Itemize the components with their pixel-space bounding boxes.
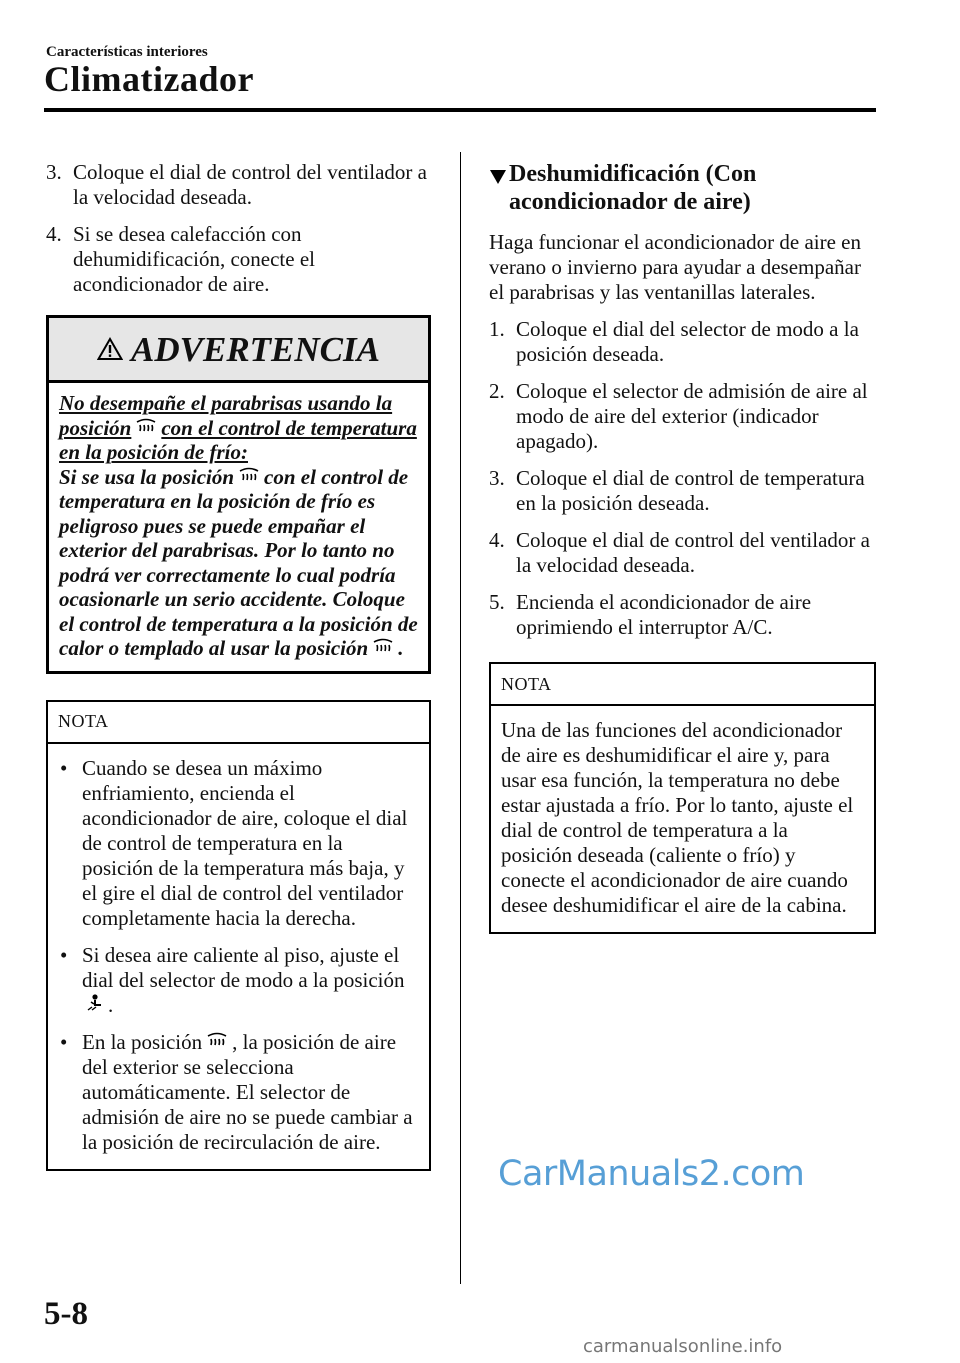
note-bullet-text-cont: , la posición de aire del exterior se selecciona automáticamente. El selector de admisión de aire no se puede cambiar a la posición de recirculación de aire. <box>82 1029 413 1154</box>
step-text: Coloque el dial de control de temperatura en la posición deseada. <box>516 466 865 515</box>
note-box <box>489 662 876 934</box>
warning-body <box>49 383 428 671</box>
step-number: 3. <box>489 466 505 490</box>
step-text: Coloque el dial de control del ventilador a la velocidad deseada. <box>516 528 870 577</box>
note-bullet-text: En la posición <box>82 1029 203 1054</box>
defroster-icon <box>135 418 157 436</box>
warning-header <box>49 318 428 383</box>
note-bullet-text: Si desea aire caliente al piso, ajuste el dial del selector de modo a la posición <box>82 942 405 992</box>
bullet-dot: • <box>60 1029 68 1054</box>
warning-body-part1: Si se usa la posición <box>59 464 235 489</box>
section-heading-text: Deshumidificación (Con acondicionador de aire) <box>509 161 757 215</box>
step-item <box>46 160 431 210</box>
step-item <box>489 466 876 516</box>
warning-box <box>46 315 431 674</box>
step-item <box>489 379 876 454</box>
warning-title: ADVERTENCIA <box>131 329 380 369</box>
heading-triangle-icon <box>489 160 509 216</box>
note-label: NOTA <box>491 664 874 706</box>
header-rule <box>44 108 876 112</box>
watermark-carmanualsonline: carmanualsonline.info <box>583 1336 783 1357</box>
step-text: Si se desea calefacción con dehumidificación, conecte el acondicionador de aire. <box>73 222 315 296</box>
step-item <box>489 528 876 578</box>
step-number: 4. <box>489 528 505 552</box>
step-item <box>489 317 876 367</box>
step-text: Encienda el acondicionador de aire oprimiendo el interruptor A/C. <box>516 590 812 639</box>
note-bullet-text-end: . <box>108 992 114 1017</box>
step-number: 5. <box>489 590 505 614</box>
left-column <box>46 160 431 1171</box>
right-column <box>489 160 876 934</box>
step-number: 4. <box>46 222 62 246</box>
warning-body-part3: . <box>398 636 404 660</box>
note-bullet <box>58 1030 419 1155</box>
step-item <box>46 222 431 297</box>
section-heading <box>489 160 876 216</box>
step-text: Coloque el dial de control del ventilador a la velocidad deseada. <box>73 160 427 209</box>
note-bullet-text: Cuando se desea un máximo enfriamiento, encienda el acondicionador de aire, coloque el dial de control de temperatura en la posición de la temperatura más baja, y el gire el dial de control del ventilador completamente hacia la derecha. <box>82 755 408 930</box>
note-box <box>46 700 431 1171</box>
warning-heading-part1: No desempañe el parabrisas usando la posición <box>59 391 393 440</box>
floor-mode-icon <box>86 993 104 1013</box>
defroster-icon <box>238 467 260 485</box>
defroster-icon <box>206 1032 228 1050</box>
defroster-icon <box>372 638 394 656</box>
step-text: Coloque el selector de admisión de aire al modo de aire del exterior (indicador apagado). <box>516 379 868 453</box>
step-text: Coloque el dial del selector de modo a la posición deseada. <box>516 317 859 366</box>
bullet-dot: • <box>60 942 68 967</box>
column-divider <box>460 152 461 1284</box>
step-number: 2. <box>489 379 505 403</box>
intro-paragraph: Haga funcionar el acondicionador de aire en verano o invierno para ayudar a desempañar el parabrisas y las ventanillas laterales. <box>489 230 861 304</box>
warning-triangle-icon <box>97 337 123 361</box>
step-number: 1. <box>489 317 505 341</box>
section-label: Características interiores <box>46 44 208 60</box>
step-number: 3. <box>46 160 62 184</box>
step-item <box>489 590 876 640</box>
note-bullet <box>58 756 419 931</box>
watermark-carmanuals2: CarManuals2.com <box>498 1154 805 1194</box>
page-title: Climatizador <box>44 59 254 99</box>
note-bullet <box>58 943 419 1018</box>
warning-heading-part2: con el control de temperatura en la posición de frío: <box>59 415 417 464</box>
note-body <box>48 744 429 1169</box>
warning-body-part2: con el control de temperatura en la posición de frío es peligroso pues se puede empañar el exterior del parabrisas. Por lo tanto no podrá ver correctamente lo cual podría ocasionarle un serio accidente. Coloque el control de temperatura a la posición de calor o templado al usar la posición <box>59 464 418 660</box>
note-body: Una de las funciones del acondicionador de aire es deshumidificar el aire y, para usar esa función, la temperatura no debe estar ajustada a frío. Por lo tanto, ajuste el dial de control de temperatura a la posición deseada (caliente o frío) y conecte el acondicionador de aire cuando desee deshumidificar el aire de la cabina. <box>501 718 854 917</box>
bullet-dot: • <box>60 755 68 780</box>
note-label: NOTA <box>48 702 429 744</box>
page-number: 5-8 <box>44 1296 88 1332</box>
